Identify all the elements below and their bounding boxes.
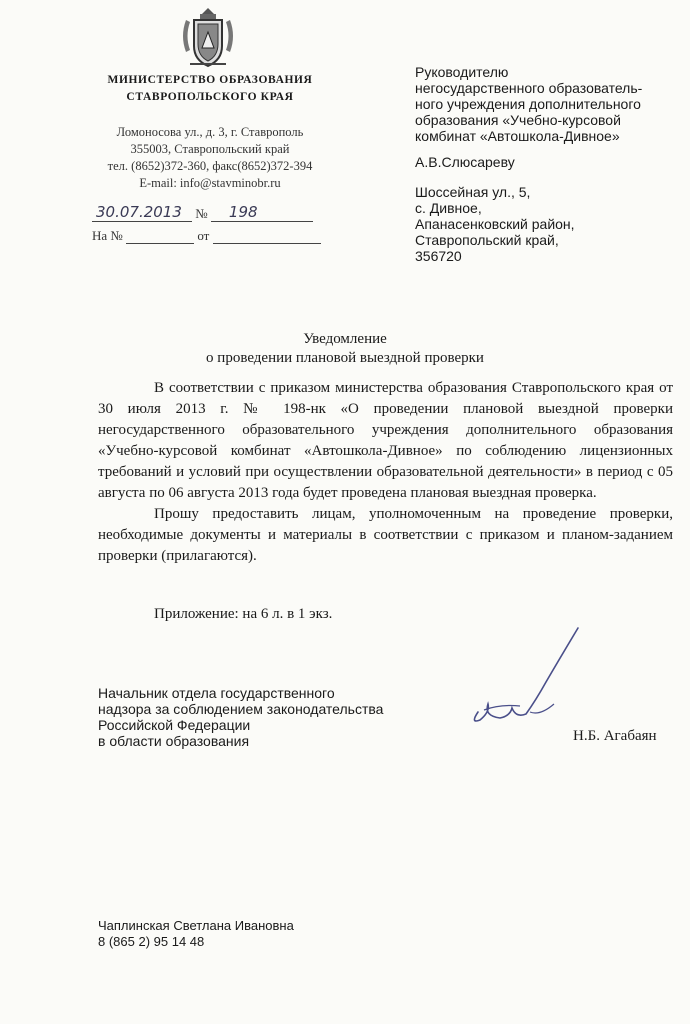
executor-block: [98, 918, 294, 950]
ministry-line-2: СТАВРОПОЛЬСКОГО КРАЯ: [126, 91, 294, 103]
addressee-address-line: с. Дивное,: [415, 200, 482, 216]
reference-date-field: [213, 229, 321, 244]
addressee-name: А.В.Слюсареву: [415, 154, 515, 170]
document-title: Уведомление: [303, 331, 387, 347]
attachment-note: Приложение: на 6 л. в 1 экз.: [154, 606, 333, 622]
signer-position-line: надзора за соблюдением законодательства: [98, 701, 384, 717]
signer-position-line: Российской Федерации: [98, 717, 251, 733]
address-line-2: 355003, Ставропольский край: [130, 142, 290, 156]
reference-number-field: [126, 229, 194, 244]
registration-line: [92, 203, 313, 222]
handwritten-number: 198: [228, 203, 258, 221]
addressee-address-line: Апанасенковский район,: [415, 216, 575, 232]
handwritten-signature: [460, 620, 590, 760]
reference-label: На №: [92, 228, 123, 243]
phone-line: тел. (8652)372-360, факс(8652)372-394: [107, 159, 313, 173]
addressee-address-line: Ставропольский край,: [415, 232, 559, 248]
addressee-address-line: Шоссейная ул., 5,: [415, 184, 531, 200]
signer-position-line: Начальник отдела государственного: [98, 685, 335, 701]
signer-position-line: в области образования: [98, 733, 250, 749]
ministry-contacts: [60, 124, 360, 192]
reference-line: [92, 228, 321, 244]
addressee-line: образования «Учебно-курсовой: [415, 112, 621, 128]
address-line-1: Ломоносова ул., д. 3, г. Ставрополь: [116, 125, 304, 139]
document-subtitle: о проведении плановой выездной проверки: [206, 350, 484, 366]
executor-name: Чаплинская Светлана Ивановна: [98, 918, 294, 933]
date-field: [92, 203, 192, 222]
number-field: [211, 203, 313, 222]
addressee-line: Руководителю: [415, 64, 509, 80]
from-label: от: [197, 228, 210, 243]
coat-of-arms-emblem: [176, 6, 240, 70]
ministry-line-1: МИНИСТЕРСТВО ОБРАЗОВАНИЯ: [107, 74, 313, 86]
addressee-block: [415, 64, 680, 264]
body-paragraph-2: Прошу предоставить лицам, уполномоченным на проведение проверки, необходимые документы и материалы в соответствии с приказом и планом-заданием проверки (прилагаются).: [98, 506, 673, 564]
email-line: E-mail: info@stavminobr.ru: [139, 176, 281, 190]
ministry-name: [60, 72, 360, 106]
executor-phone: 8 (865 2) 95 14 48: [98, 934, 205, 949]
addressee-line: комбинат «Автошкола-Дивное»: [415, 128, 620, 144]
addressee-address-line: 356720: [415, 248, 462, 264]
handwritten-date: 30.07.2013: [96, 203, 182, 221]
signer-position: [98, 685, 383, 749]
letter-body: [98, 378, 673, 567]
signer-name: Н.Б. Агабаян: [573, 728, 657, 744]
addressee-line: негосударственного образователь-: [415, 80, 643, 96]
number-label: №: [195, 206, 208, 221]
addressee-line: ного учреждения дополнительного: [415, 96, 641, 112]
body-paragraph-1: В соответствии с приказом министерства образования Ставропольского края от 30 июля 2013 г. № 198-нк «О проведении плановой выездной проверки негосударственного образовательного учреждения дополнительного образования «Учебно-курсовой комбинат «Автошкола-Дивное» по соблюдению лицензионных требований и условий при осуществлении образовательной деятельности» в период с 05 августа по 06 августа 2013 года будет проведена плановая выездная проверка.: [98, 380, 673, 501]
